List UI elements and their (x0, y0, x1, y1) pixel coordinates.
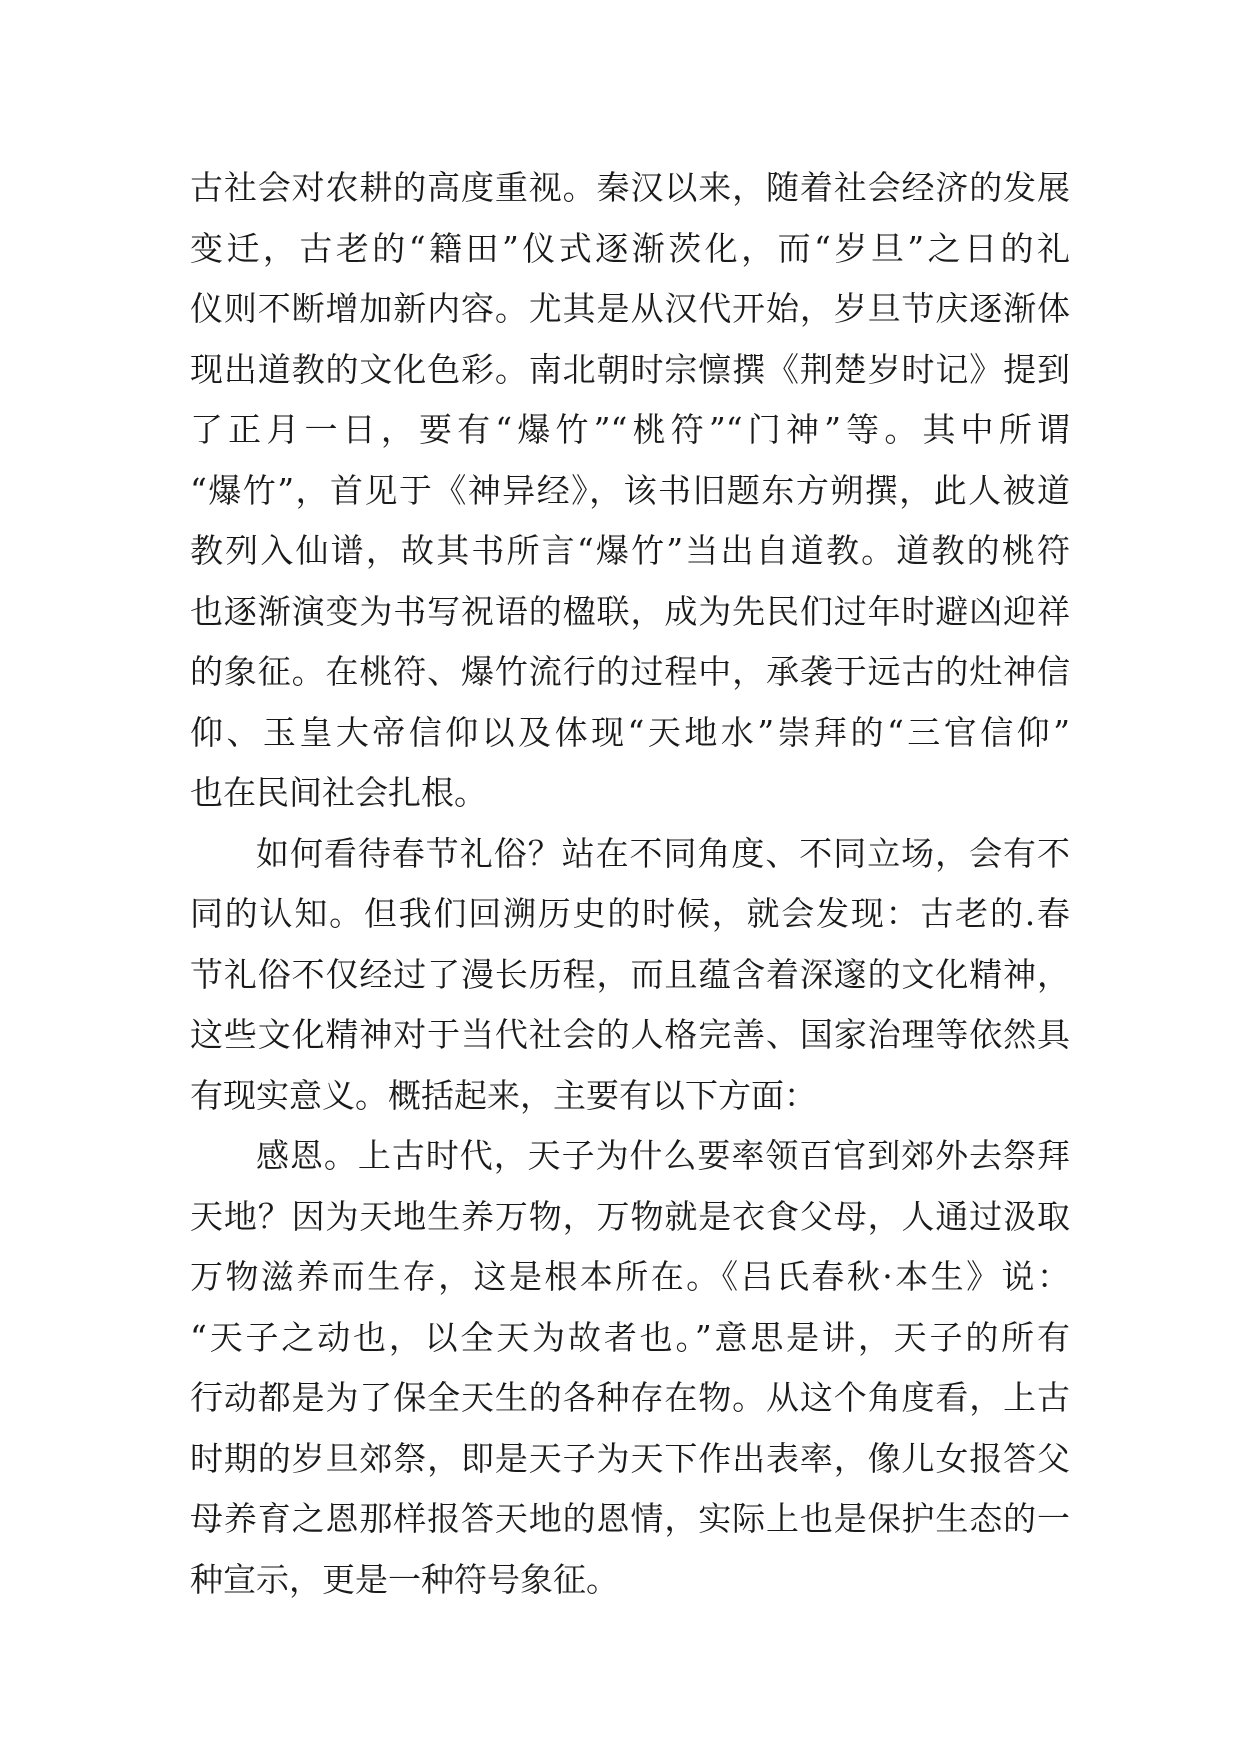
text-line: “天子之动也，以全天为故者也。”意思是讲，天子的所有 (190, 1317, 1070, 1357)
text-line: 这些文化精神对于当代社会的人格完善、国家治理等依然具 (190, 1015, 1070, 1054)
text-line: 仪则不断增加新内容。尤其是从汉代开始，岁旦节庆逐渐体 (190, 289, 1070, 328)
text-line: 时期的岁旦郊祭，即是天子为天下作出表率，像儿女报答父 (190, 1438, 1070, 1478)
text-line: 也在民间社会扎根。 (190, 773, 487, 812)
text-line: 现出道教的文化色彩。南北朝时宗懔撰《荆楚岁时记》提到 (190, 349, 1070, 389)
text-line: 也逐渐演变为书写祝语的楹联，成为先民们过年时避凶迎祥 (190, 591, 1070, 631)
text-line: 同的认知。但我们回溯历史的时候，就会发现：古老的.春 (190, 894, 1070, 933)
paragraph-first-line: 感恩。上古时代，天子为什么要率领百官到郊外去祭拜 (256, 1136, 1070, 1175)
text-line: 的象征。在桃符、爆竹流行的过程中，承袭于远古的灶神信 (190, 652, 1070, 691)
text-line: 种宣示，更是一种符号象征。 (190, 1559, 619, 1599)
text-line: 仰、玉皇大帝信仰以及体现“天地水”崇拜的“三官信仰” (190, 712, 1070, 752)
text-line: 古社会对农耕的高度重视。秦汉以来，随着社会经济的发展 (190, 168, 1070, 207)
text-line: 万物滋养而生存，这是根本所在。《吕氏春秋·本生》说： (190, 1257, 1070, 1296)
text-line: 母养育之恩那样报答天地的恩情，实际上也是保护生态的一 (190, 1499, 1070, 1538)
text-line: 变迁，古老的“籍田”仪式逐渐茨化，而“岁旦”之日的礼 (190, 228, 1070, 268)
text-line: 节礼俗不仅经过了漫长历程，而且蕴含着深邃的文化精神， (190, 954, 1070, 994)
paragraph-first-line: 如何看待春节礼俗？站在不同角度、不同立场，会有不 (256, 833, 1070, 873)
text-line: 有现实意义。概括起来，主要有以下方面： (190, 1075, 817, 1115)
text-line: 教列入仙谱，故其书所言“爆竹”当出自道教。道教的桃符 (190, 531, 1070, 570)
text-line: 天地？因为天地生养万物，万物就是衣食父母，人通过汲取 (190, 1196, 1070, 1236)
text-line: 行动都是为了保全天生的各种存在物。从这个角度看，上古 (190, 1378, 1070, 1417)
document-body (190, 158, 1070, 1610)
text-line: 了正月一日，要有“爆竹”“桃符”“门神”等。其中所谓 (190, 410, 1070, 449)
text-line: “爆竹”，首见于《神异经》，该书旧题东方朔撰，此人被道 (190, 470, 1070, 510)
